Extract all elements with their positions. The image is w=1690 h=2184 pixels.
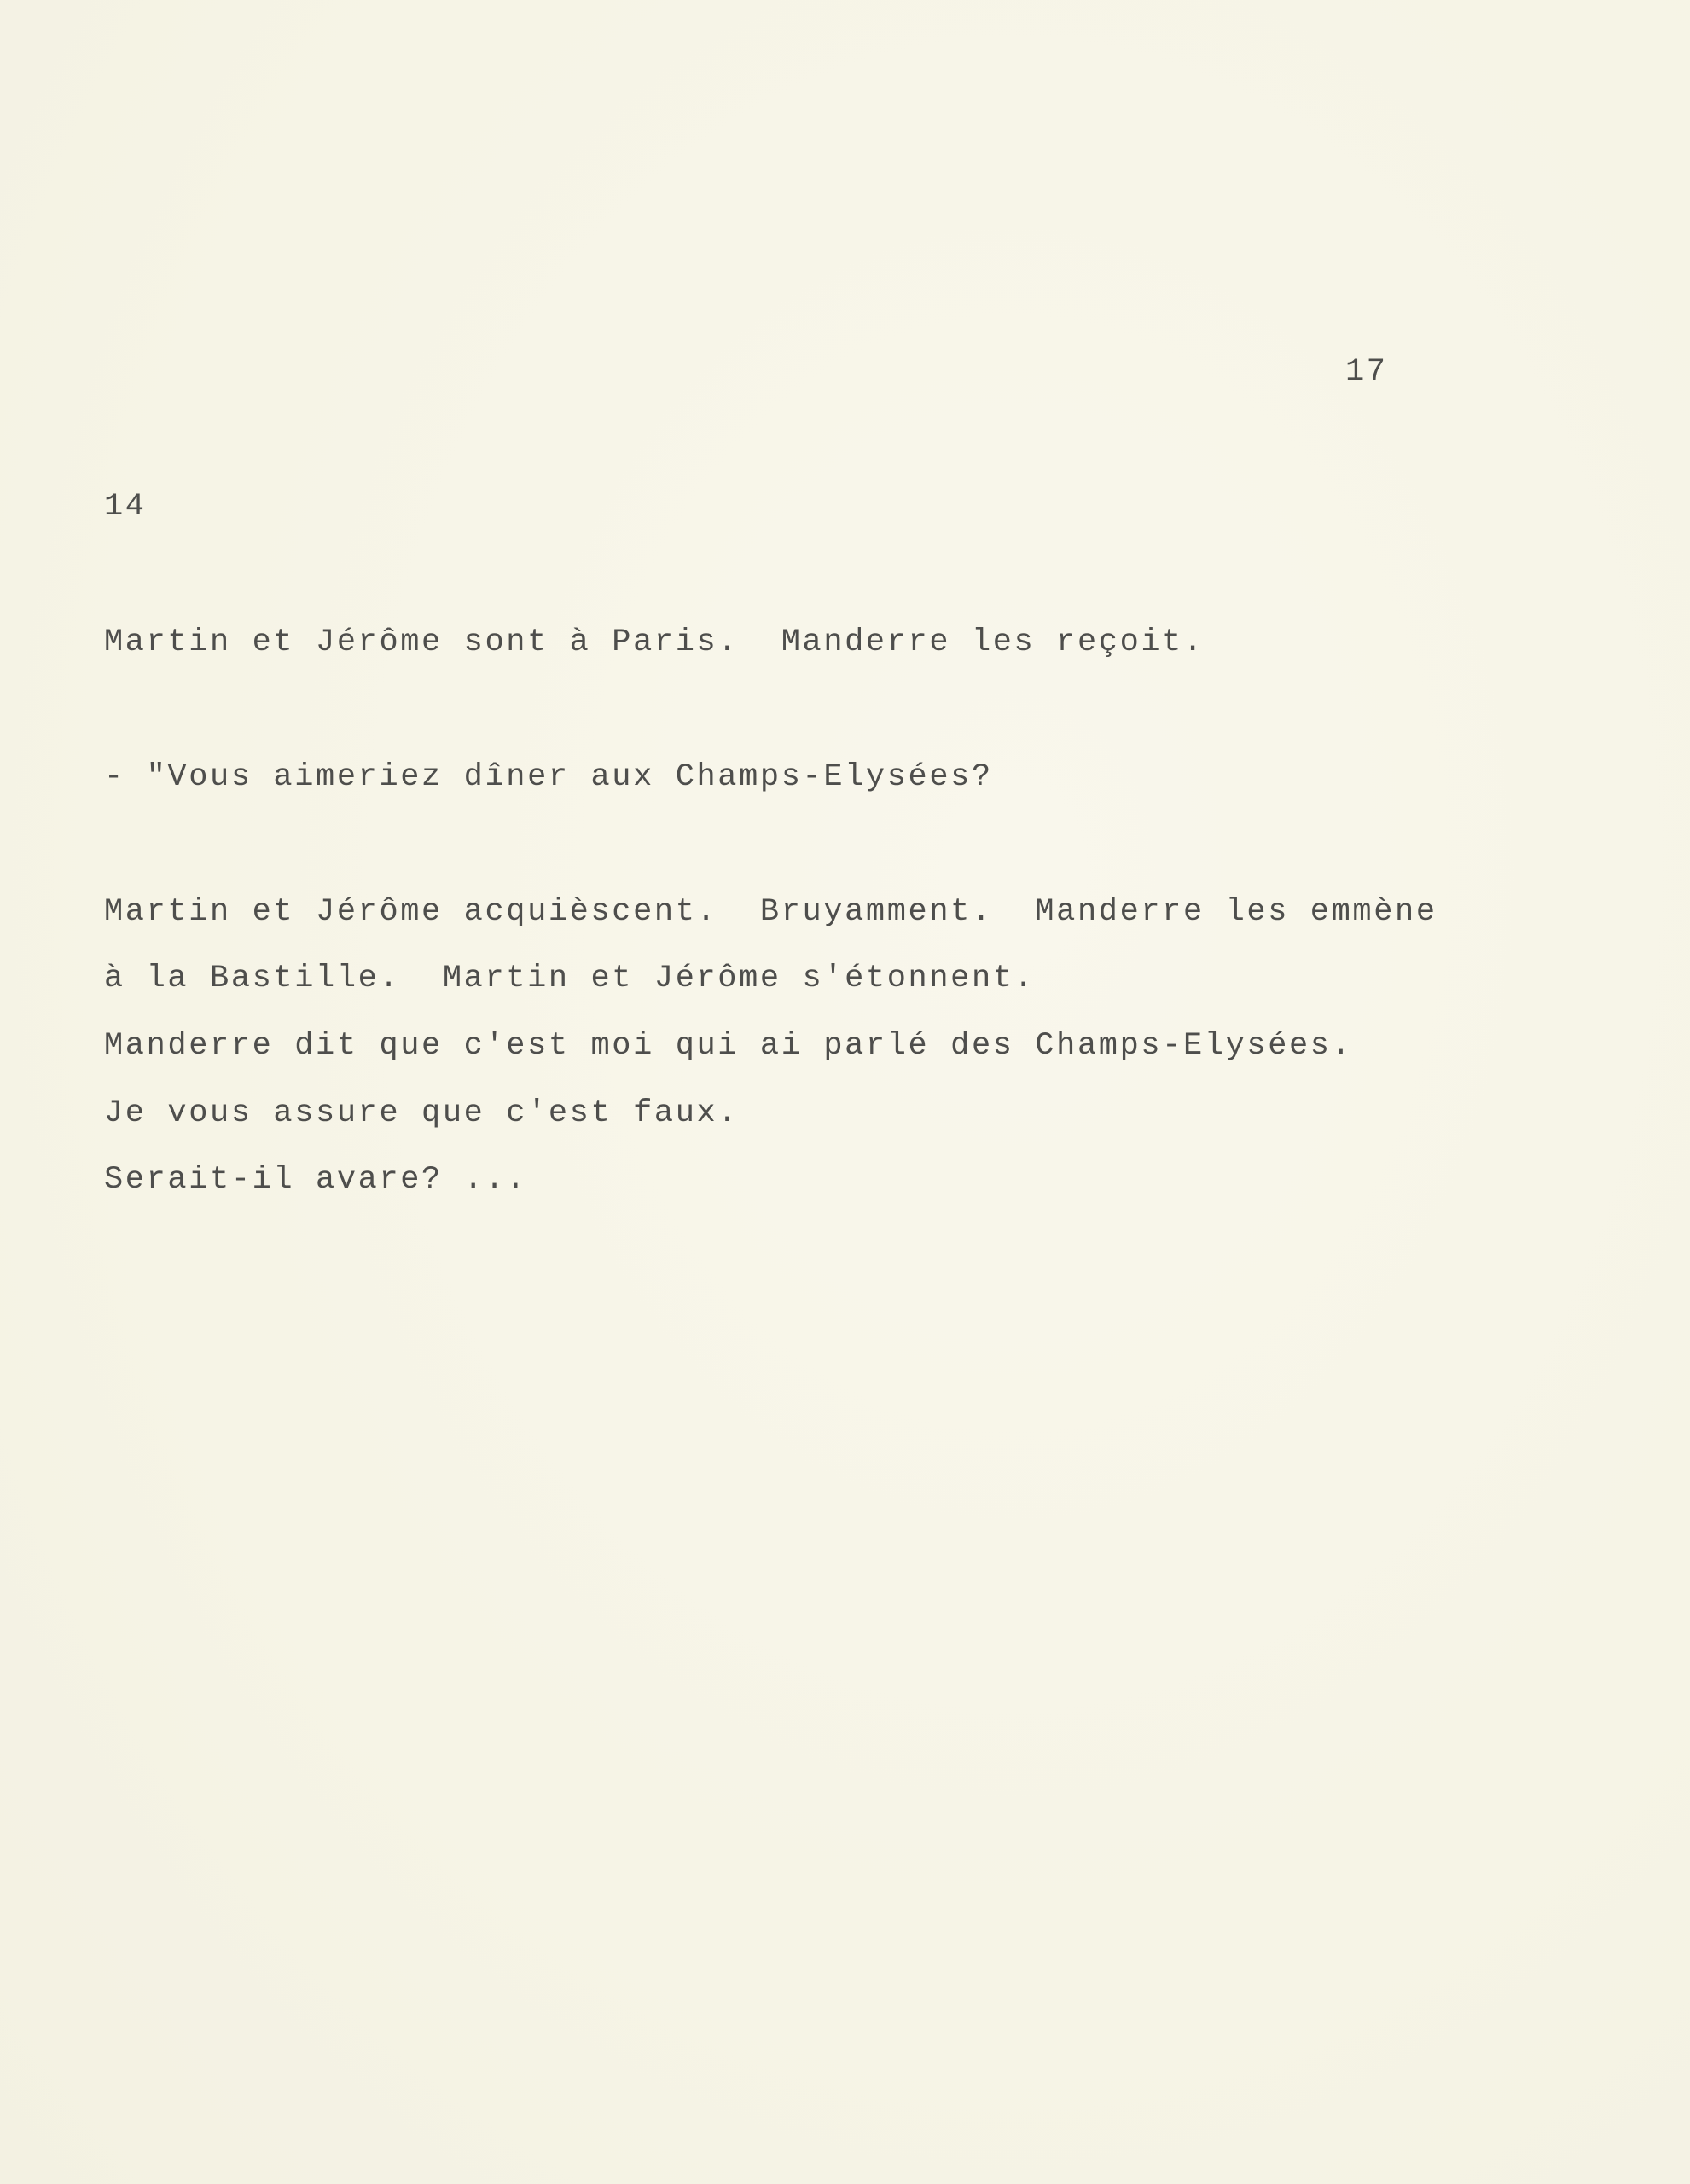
text-line-question: Serait-il avare? ...	[104, 1162, 528, 1198]
page-number: 17	[1345, 354, 1388, 390]
section-number: 14	[104, 489, 147, 525]
text-line-dialogue: - "Vous aimeriez dîner aux Champs-Elysées?	[104, 759, 993, 795]
text-line-bastille: à la Bastille. Martin et Jérôme s'étonnent.	[104, 961, 1036, 996]
text-line-arrival: Martin et Jérôme sont à Paris. Manderre les reçoit.	[104, 624, 1205, 660]
text-line-manderre-says: Manderre dit que c'est moi qui ai parlé des Champs-Elysées.	[104, 1028, 1353, 1064]
text-line-acquiesce: Martin et Jérôme acquièscent. Bruyamment. Manderre les emmène	[104, 894, 1437, 930]
text-line-assurance: Je vous assure que c'est faux.	[104, 1095, 740, 1131]
